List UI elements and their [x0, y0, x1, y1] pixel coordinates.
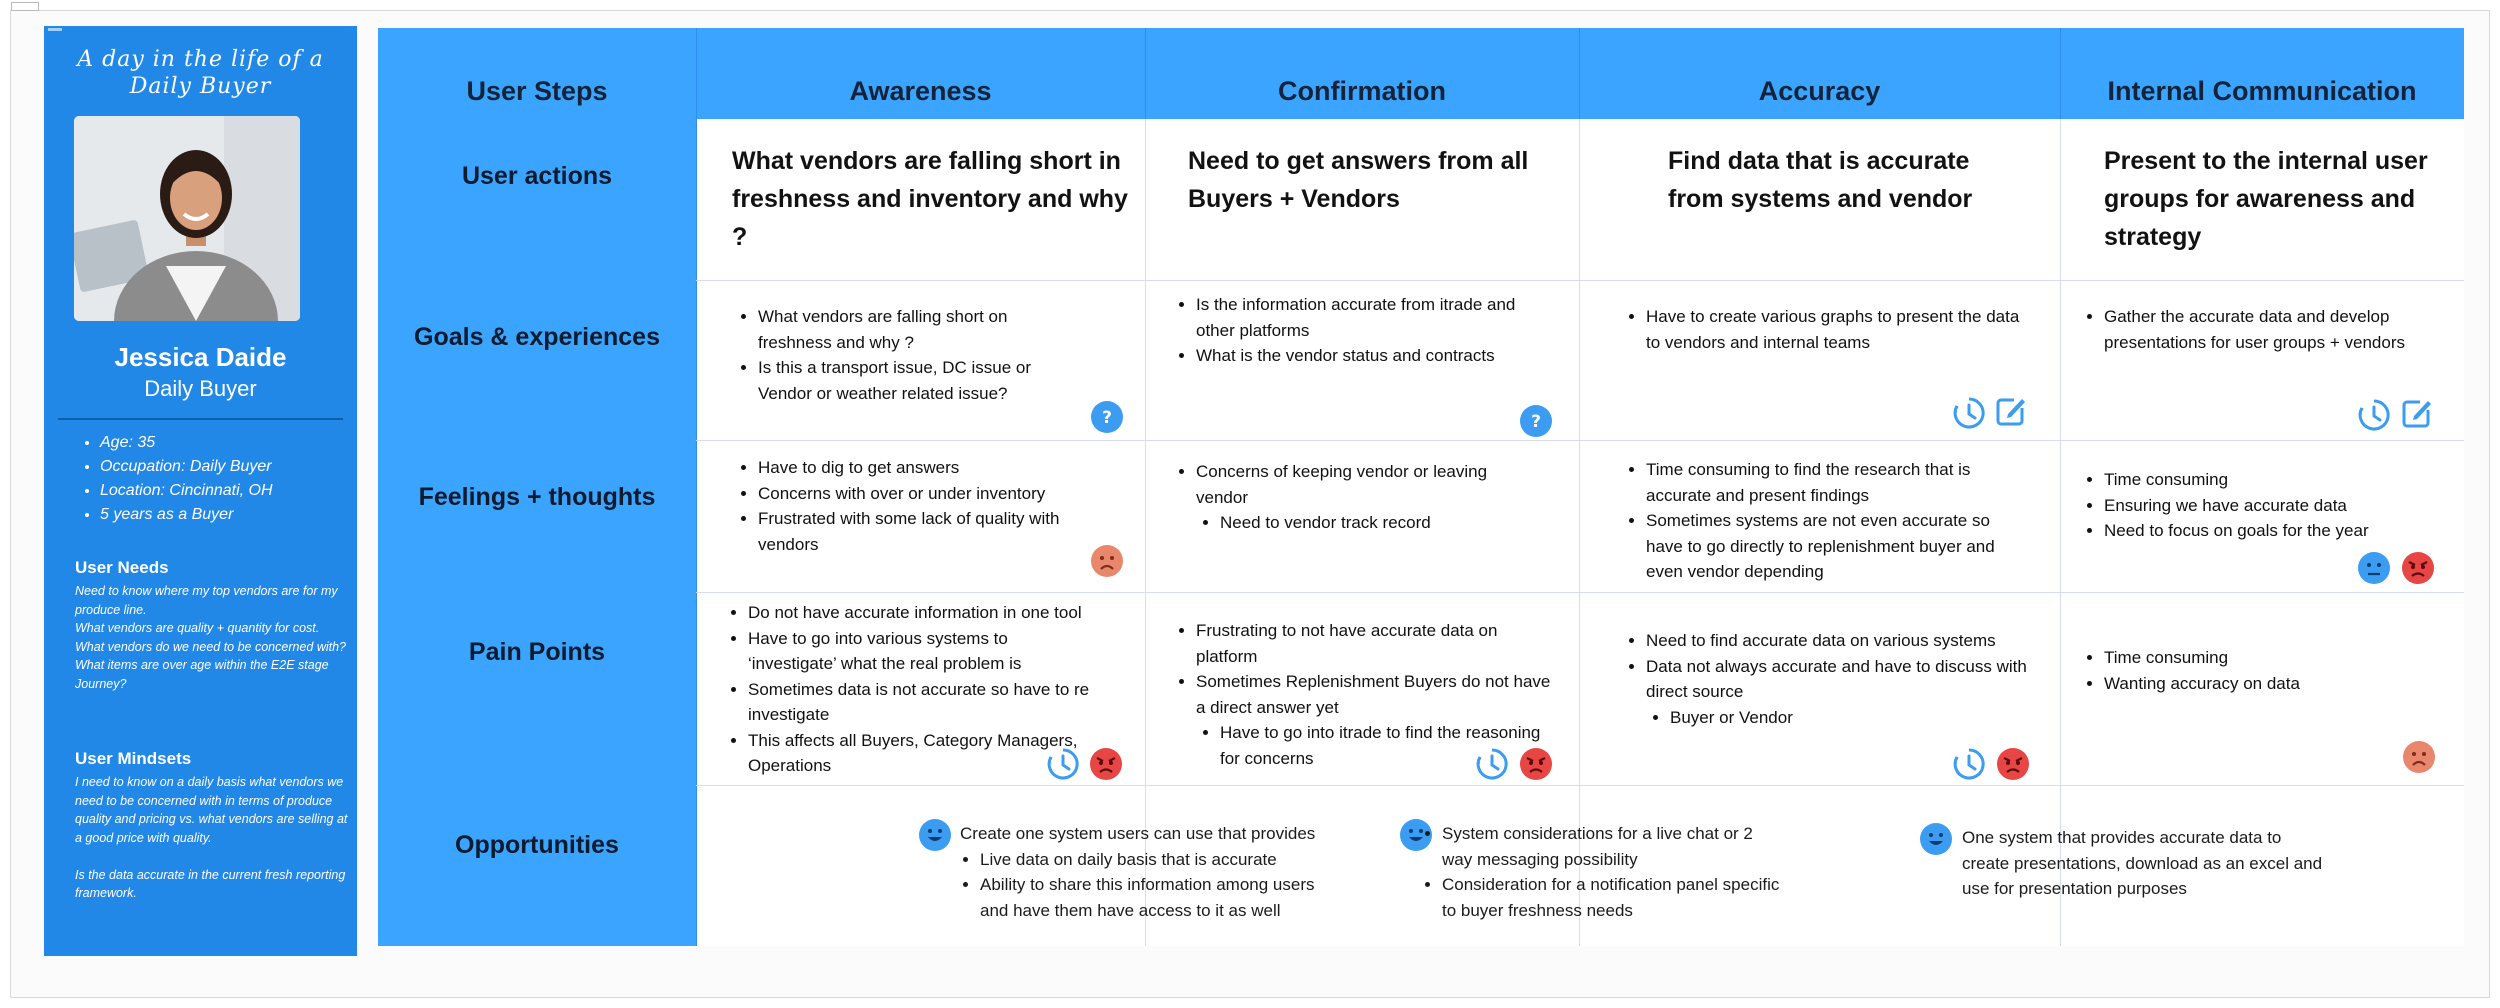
- list-item: • What vendors are falling short on freshness and why ?: [758, 304, 1040, 355]
- feelings-internal: [2086, 467, 2426, 544]
- persona-sidebar: [44, 26, 357, 956]
- opportunity-lead: Create one system users can use that provides: [960, 824, 1316, 843]
- user-mindsets-heading: User Mindsets: [75, 749, 192, 768]
- frame-tag: [11, 2, 39, 11]
- list-item: • Sometimes data is not accurate so have to re investigate: [748, 677, 1100, 728]
- svg-text:?: ?: [1531, 412, 1541, 432]
- feelings-accuracy: [1628, 457, 2008, 585]
- angry-face-icon: [1519, 747, 1553, 781]
- goals-awareness: [740, 304, 1040, 406]
- opportunity-awareness: [960, 821, 1320, 923]
- edit-icon: [1994, 394, 2028, 428]
- opportunity-confirmation: [1422, 821, 1782, 923]
- goals-accuracy: [1628, 304, 2028, 355]
- list-item: • This affects all Buyers, Category Managers, Operations: [748, 728, 1100, 779]
- list-item: • Have to dig to get answers: [758, 455, 1080, 481]
- neutral-face-icon: [2357, 551, 2391, 585]
- list-item: • Sometimes Replenishment Buyers do not have a direct answer yet: [1196, 669, 1558, 720]
- persona-role: Daily Buyer: [144, 376, 257, 401]
- sidebar-tag: [48, 28, 62, 31]
- angry-face-icon: [1089, 747, 1123, 781]
- list-item: • Wanting accuracy on data: [2104, 671, 2426, 697]
- list-item: • Is this a transport issue, DC issue or Vendor or weather related issue?: [758, 355, 1040, 406]
- list-item: • Frustrated with some lack of quality with vendors: [758, 506, 1080, 557]
- list-item: • What is the vendor status and contracts: [1196, 343, 1518, 369]
- fact-age: • Age: 35: [100, 431, 273, 455]
- feelings-awareness: [740, 455, 1080, 557]
- list-item: • Have to go into itrade to find the reasoning for concerns: [1220, 720, 1558, 771]
- column-divider: [2060, 119, 2061, 946]
- sad-face-icon: [2402, 740, 2436, 774]
- list-item: • Have to create various graphs to present the data to vendors and internal teams: [1646, 304, 2028, 355]
- list-item: • Is the information accurate from itrade and other platforms: [1196, 292, 1518, 343]
- list-item: • Time consuming: [2104, 645, 2426, 671]
- clock-icon: [1046, 747, 1080, 781]
- list-item: • Need to vendor track record: [1220, 510, 1538, 536]
- list-item: • Sometimes systems are not even accurate so have to go directly to replenishment buyer and even vendor depending: [1646, 508, 2008, 585]
- list-item: • Buyer or Vendor: [1670, 705, 2028, 731]
- sad-face-icon: [1090, 544, 1124, 578]
- clock-icon: [1475, 747, 1509, 781]
- persona-title: A day in the life of a Daily Buyer: [77, 47, 324, 99]
- list-item: • Frustrating to not have accurate data on platform: [1196, 618, 1558, 669]
- goals-confirmation: [1178, 292, 1518, 369]
- fact-experience: • 5 years as a Buyer: [100, 503, 273, 527]
- pains-internal: [2086, 645, 2426, 696]
- header-awareness: Awareness: [849, 76, 992, 106]
- smile-face-icon: [918, 818, 952, 852]
- feelings-confirmation: [1178, 459, 1538, 536]
- list-item: • Ability to share this information among users and have them have access to it as well: [980, 872, 1320, 923]
- user-mindsets-text: I need to know on a daily basis what vendors we need to be concerned with in terms of produce quality and pricing vs. what vendors are selling at a good price with quality. Is the data accurate in the current fresh reporting framework.: [75, 775, 348, 900]
- row-divider: [696, 280, 2464, 281]
- persona-photo: [74, 116, 300, 321]
- row-user-actions: User actions: [461, 162, 613, 190]
- list-item: • Need to find accurate data on various systems: [1646, 628, 2028, 654]
- row-feelings-thoughts: Feelings + thoughts: [418, 483, 656, 511]
- list-item: • Data not always accurate and have to discuss with direct source: [1646, 654, 2028, 705]
- persona-name: Jessica Daide: [114, 342, 287, 372]
- opportunity-accuracy: [1962, 825, 2332, 902]
- row-opportunities: Opportunities: [455, 831, 619, 859]
- row-divider: [696, 592, 2464, 593]
- goals-internal: [2086, 304, 2436, 355]
- persona-facts: [82, 431, 273, 527]
- fact-location: • Location: Cincinnati, OH: [100, 479, 273, 503]
- action-awareness: What vendors are falling short in freshness and inventory and why ?: [732, 147, 1128, 251]
- list-item: • Time consuming to find the research that is accurate and present findings: [1646, 457, 2008, 508]
- list-item: • Time consuming: [2104, 467, 2426, 493]
- question-icon: [1090, 400, 1124, 434]
- clock-icon: [1952, 747, 1986, 781]
- list-item: • Concerns of keeping vendor or leaving vendor: [1196, 459, 1538, 510]
- list-item: • Have to go into various systems to ‘investigate’ what the real problem is: [748, 626, 1100, 677]
- user-needs-text: Need to know where my top vendors are for my produce line. What vendors are quality + quantity for cost. What vendors do we need to be concerned with? What items are over age within the E2E stage Journey?: [75, 584, 347, 691]
- list-item: • System considerations for a live chat or 2 way messaging possibility: [1442, 821, 1782, 872]
- clock-icon: [2357, 398, 2391, 432]
- pains-accuracy: [1628, 628, 2028, 730]
- header-confirmation: Confirmation: [1278, 76, 1446, 106]
- pains-awareness: [730, 600, 1100, 779]
- user-needs-heading: User Needs: [75, 558, 169, 577]
- row-goals-experiences: Goals & experiences: [414, 323, 660, 351]
- angry-face-icon: [1996, 747, 2030, 781]
- list-item: • Gather the accurate data and develop presentations for user groups + vendors: [2104, 304, 2436, 355]
- smile-face-icon: [1919, 822, 1953, 856]
- opportunity-lead: One system that provides accurate data to create presentations, download as an excel and use for presentation purposes: [1962, 828, 2323, 898]
- list-item: • Need to focus on goals for the year: [2104, 518, 2426, 544]
- list-item: • Consideration for a notification panel specific to buyer freshness needs: [1442, 872, 1782, 923]
- action-confirmation: Need to get answers from all Buyers + Vendors: [1188, 147, 1529, 213]
- row-divider: [696, 785, 2464, 786]
- clock-icon: [1952, 396, 1986, 430]
- svg-text:?: ?: [1102, 408, 1112, 428]
- question-icon: [1519, 404, 1553, 438]
- list-item: • Concerns with over or under inventory: [758, 481, 1080, 507]
- journey-board: [378, 28, 2464, 946]
- header-internal-communication: Internal Communication: [2107, 76, 2417, 106]
- angry-face-icon: [2401, 551, 2435, 585]
- column-divider: [696, 28, 697, 946]
- action-internal: Present to the internal user groups for awareness and strategy: [2104, 147, 2428, 251]
- divider: [58, 418, 343, 420]
- header-accuracy: Accuracy: [1758, 76, 1881, 106]
- list-item: • Live data on daily basis that is accurate: [980, 847, 1320, 873]
- list-item: • Ensuring we have accurate data: [2104, 493, 2426, 519]
- fact-occupation: • Occupation: Daily Buyer: [100, 455, 273, 479]
- row-divider: [696, 440, 2464, 441]
- edit-icon: [2400, 396, 2434, 430]
- action-accuracy: Find data that is accurate from systems and vendor: [1668, 147, 1973, 213]
- row-pain-points: Pain Points: [468, 638, 606, 666]
- header-user-steps: User Steps: [466, 76, 608, 106]
- list-item: • Do not have accurate information in one tool: [748, 600, 1100, 626]
